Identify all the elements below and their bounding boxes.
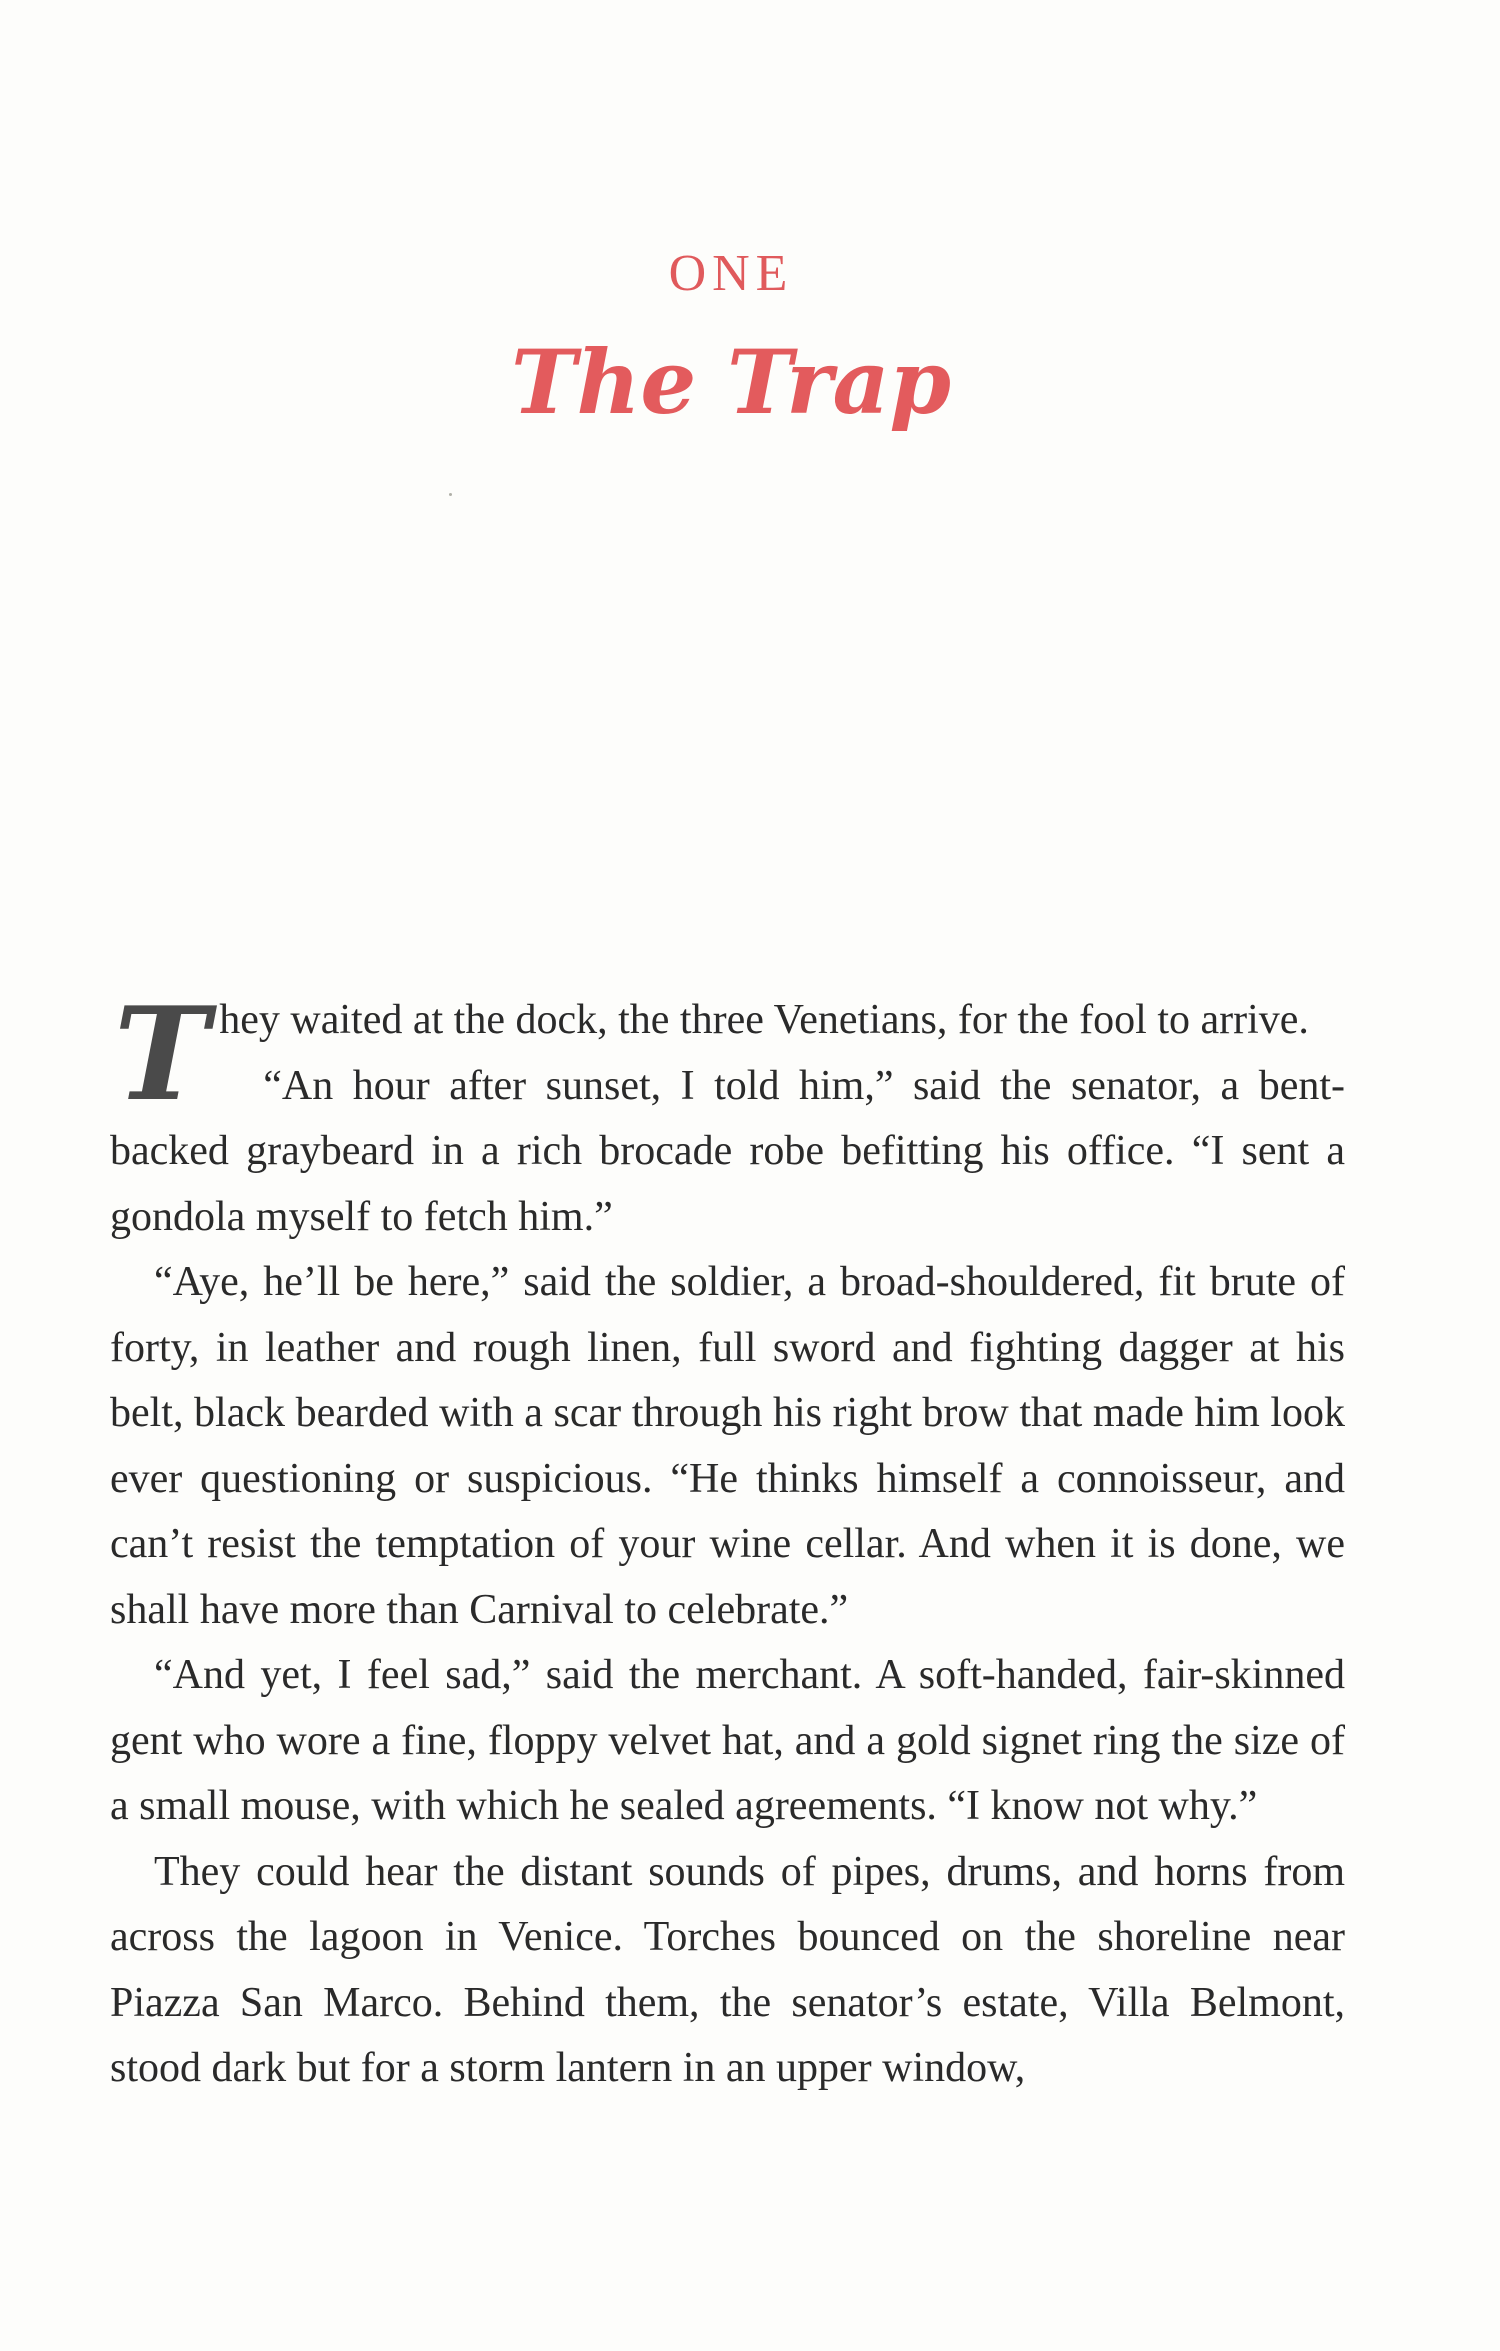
- chapter-number: ONE: [668, 245, 794, 302]
- paragraph-3: “Aye, he’ll be here,” said the soldier, a broad-shouldered, fit brute of forty, in leather and rough linen, full sword and fighting dagger at his belt, black bearded with a scar through his right brow that made him look ever questioning or suspicious. “He thinks himself a connoisseur, and can’t resist the temptation of your wine cellar. And when it is done, we shall have more than Carnival to celebrate.”: [110, 1259, 1345, 1633]
- drop-cap: T: [114, 980, 206, 1130]
- paragraph-4: “And yet, I feel sad,” said the merchant. A soft-handed, fair-skinned gent who wore a fine, floppy velvet hat, and a gold signet ring the size of a small mouse, with which he sealed agreements. “I know not why.”: [110, 1652, 1345, 1829]
- paragraph-1-text: hey waited at the dock, the three Venetians, for the fool to arrive.: [219, 997, 1309, 1043]
- paragraph-2: “An hour after sunset, I told him,” said the senator, a bent-backed graybeard in a rich brocade robe befitting his office. “I sent a gondola myself to fetch him.”: [110, 1062, 1345, 1240]
- chapter-title: The Trap: [510, 330, 952, 434]
- decorative-speck: [449, 493, 452, 496]
- chapter-body: [110, 980, 1345, 2102]
- paragraph-1: [110, 980, 1345, 1130]
- paragraph-5: They could hear the distant sounds of pipes, drums, and horns from across the lagoon in Venice. Torches bounced on the shoreline near Piazza San Marco. Behind them, the senator’s estate, Villa Belmont, stood dark but for a storm lantern in an upper window,: [110, 1848, 1345, 2091]
